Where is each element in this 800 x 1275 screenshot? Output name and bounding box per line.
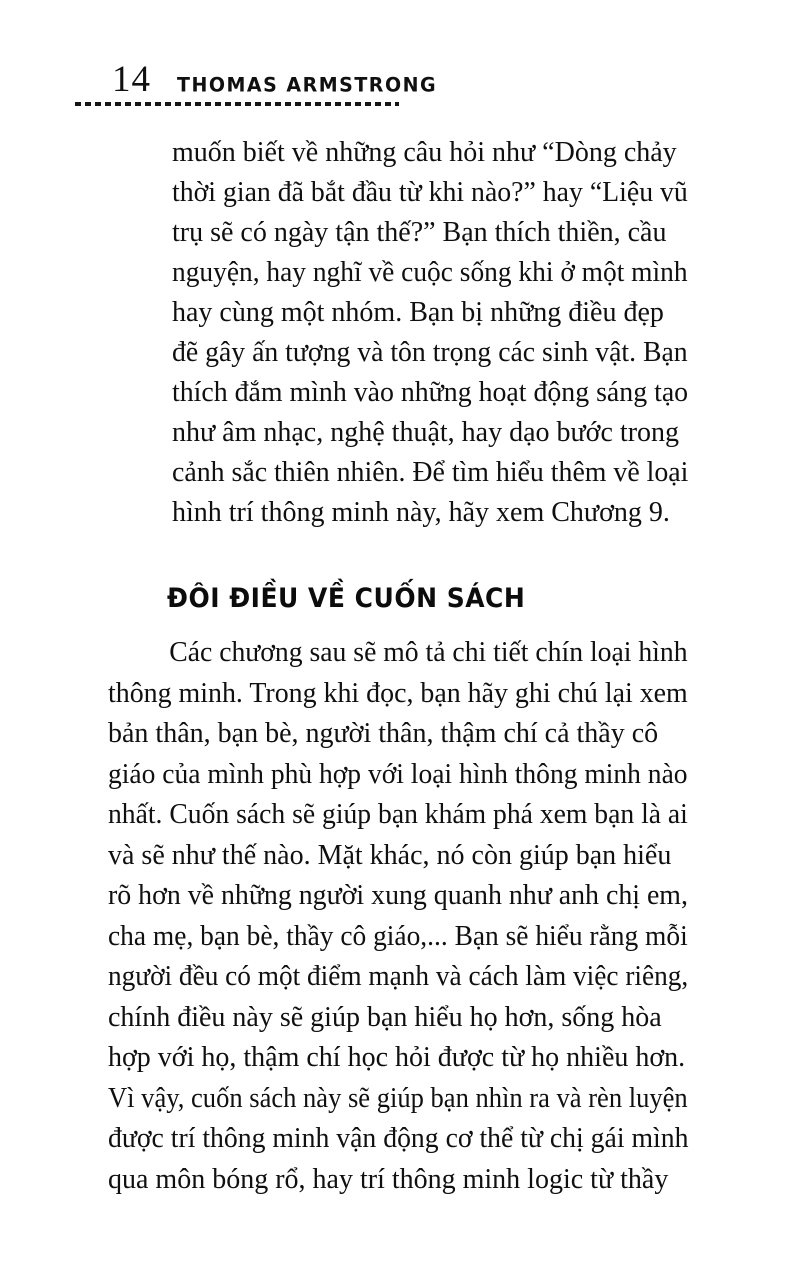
text-line: hợp với họ, thậm chí học hỏi được từ họ nhiều hơn. <box>108 1042 686 1073</box>
text-line: rõ hơn về những người xung quanh như anh chị em, <box>108 880 688 911</box>
text-line: đẽ gây ấn tượng và tôn trọng các sinh vật. Bạn <box>172 337 688 368</box>
text-line: hay cùng một nhóm. Bạn bị những điều đẹp <box>172 297 664 328</box>
text-line: thời gian đã bắt đầu từ khi nào?” hay “Liệu vũ <box>172 177 688 208</box>
intro-paragraph <box>172 133 688 533</box>
text-line: giáo của mình phù hợp với loại hình thông minh nào <box>108 758 688 790</box>
text-line: chính điều này sẽ giúp bạn hiểu họ hơn, sống hòa <box>108 1001 662 1033</box>
text-line: cảnh sắc thiên nhiên. Để tìm hiểu thêm về loại <box>172 457 689 488</box>
text-line: như âm nhạc, nghệ thuật, hay dạo bước trong <box>172 417 680 448</box>
text-line: nhất. Cuốn sách sẽ giúp bạn khám phá xem bạn là ai <box>108 799 688 830</box>
text-line: trụ sẽ có ngày tận thế?” Bạn thích thiền, cầu <box>172 217 667 248</box>
dashed-divider <box>75 102 399 106</box>
text-line: Vì vậy, cuốn sách này sẽ giúp bạn nhìn ra và rèn luyện <box>108 1082 688 1114</box>
text-line: người đều có một điểm mạnh và cách làm việc riêng, <box>108 961 689 992</box>
text-line: nguyện, hay nghĩ về cuộc sống khi ở một mình <box>172 257 688 288</box>
text-line: hình trí thông minh này, hãy xem Chương 9. <box>172 497 670 528</box>
text-line: cha mẹ, bạn bè, thầy cô giáo,... Bạn sẽ hiểu rằng mỗi <box>108 920 688 952</box>
text-line: qua môn bóng rổ, hay trí thông minh logic từ thầy <box>108 1163 669 1195</box>
text-line: thích đắm mình vào những hoạt động sáng tạo <box>172 377 689 408</box>
text-line: Các chương sau sẽ mô tả chi tiết chín loại hình <box>169 637 688 668</box>
text-line: bản thân, bạn bè, người thân, thậm chí cả thầy cô <box>108 718 659 749</box>
body-paragraph <box>108 633 688 1200</box>
text-line: và sẽ như thế nào. Mặt khác, nó còn giúp bạn hiểu <box>108 839 672 871</box>
running-header <box>112 58 437 101</box>
page-number: 14 <box>112 59 151 100</box>
running-head-author: THOMAS ARMSTRONG <box>177 73 438 97</box>
text-line: thông minh. Trong khi đọc, bạn hãy ghi chú lại xem <box>108 677 688 709</box>
text-line: được trí thông minh vận động cơ thể từ chị gái mình <box>108 1123 689 1154</box>
text-line: muốn biết về những câu hỏi như “Dòng chảy <box>172 137 677 168</box>
section-heading: ĐÔI ĐIỀU VỀ CUỐN SÁCH <box>167 583 526 614</box>
